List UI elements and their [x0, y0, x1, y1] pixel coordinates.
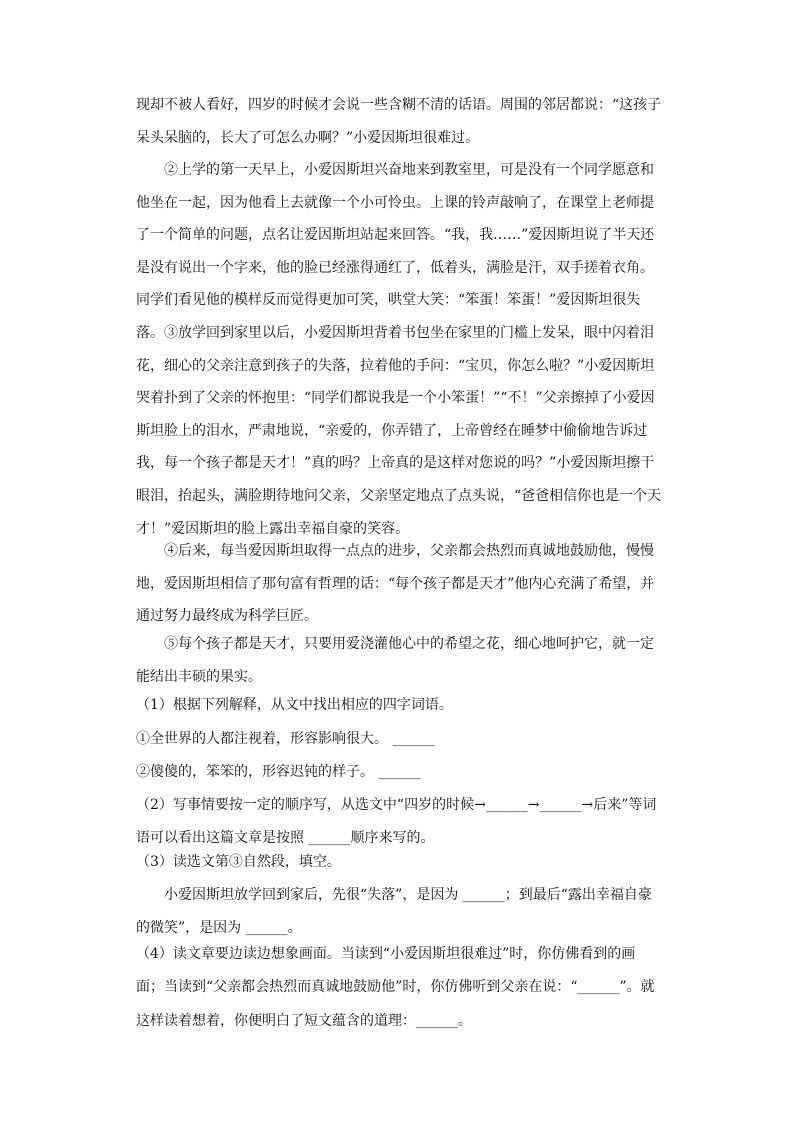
question-1-item-2: ②傻傻的，笨笨的，形容迟钝的样子。 ______ — [136, 764, 421, 780]
paragraph-3: ③放学回到家里以后，小爱因斯坦背着书包坐在家里的门槛上发呆，眼中闪着泪花，细心的父亲注意到孩子的失落，拉着他的手问：“宝贝，你怎么啦？”小爱因斯坦哭着扑到了父亲的怀抱里：“同学们都说我是一个小笨蛋！”“不！”父亲擦掉了小爱因斯坦脸上的泪水，严肃地说，“亲爱的，你弄错了，上帝曾经在睡梦中偷偷地告诉过我，每一个孩子都是天才！”真的吗？上帝真的是这样对您说的吗？”小爱因斯坦擦干眼泪，抬起头，满脸期待地问父亲，父亲坚定地点了点头说，“爸爸相信你也是一个天才！”爱因斯坦的脸上露出幸福自豪的笑容。 — [136, 325, 662, 537]
question-2: （2）写事情要按一定的顺序写，从选文中“四岁的时候→______→______→后来”等词语可以看出这篇文章是按照 ______顺序来写的。 — [136, 797, 657, 847]
paragraph-1: 现却不被人看好，四岁的时候才会说一些含糊不清的话语。周围的邻居都说：“这孩子呆头呆脑的，长大了可怎么办啊？”小爱因斯坦很难过。 — [136, 97, 662, 146]
paragraph-5: ⑤每个孩子都是天才，只要用爱浇灌他心中的希望之花，细心地呵护它，就一定能结出丰硕的果实。 — [136, 636, 654, 685]
paragraph-2: ②上学的第一天早上，小爱因斯坦兴奋地来到教室里，可是没有一个同学愿意和他坐在一起，因为他看上去就像一个小可怜虫。上课的铃声敲响了，在课堂上老师提了一个简单的问题，点名让爱因斯坦站起来回答。“我，我……”爱因斯坦说了半天还是没有说出一个字来，他的脸已经涨得通红了，低着头，满脸是汗，双手搓着衣角。同学们看见他的模样反而觉得更加可笑，哄堂大笑：“笨蛋！笨蛋！”爱因斯坦很失落。 — [136, 162, 655, 341]
paragraph-4: ④后来，每当爱因斯坦取得一点点的进步，父亲都会热烈而真诚地鼓励他，慢慢地，爱因斯坦相信了那句富有哲理的话：“每个孩子都是天才”他内心充满了希望，并通过努力最终成为科学巨匠。 — [136, 543, 655, 625]
question-1-prompt: （1）根据下列解释，从文中找出相应的四字词语。 — [136, 697, 453, 713]
question-4: （4）读文章要边读边想象画面。当读到“小爱因斯坦很难过”时，你仿佛看到的画面；当读到“父亲都会热烈而真诚地鼓励他”时，你仿佛听到父亲在说：“______”。就这样读着想着，你便明白了短文蕴含的道理：______。 — [136, 946, 655, 1029]
question-3-body: 小爱因斯坦放学回到家后，先很“失落”，是因为 ______；到最后“露出幸福自豪的微笑”，是因为 ______。 — [136, 887, 652, 937]
question-1-item-1: ①全世界的人都注视着，形容影响很大。 ______ — [136, 731, 435, 747]
question-3-prompt: （3）读选文第③自然段，填空。 — [136, 854, 341, 870]
